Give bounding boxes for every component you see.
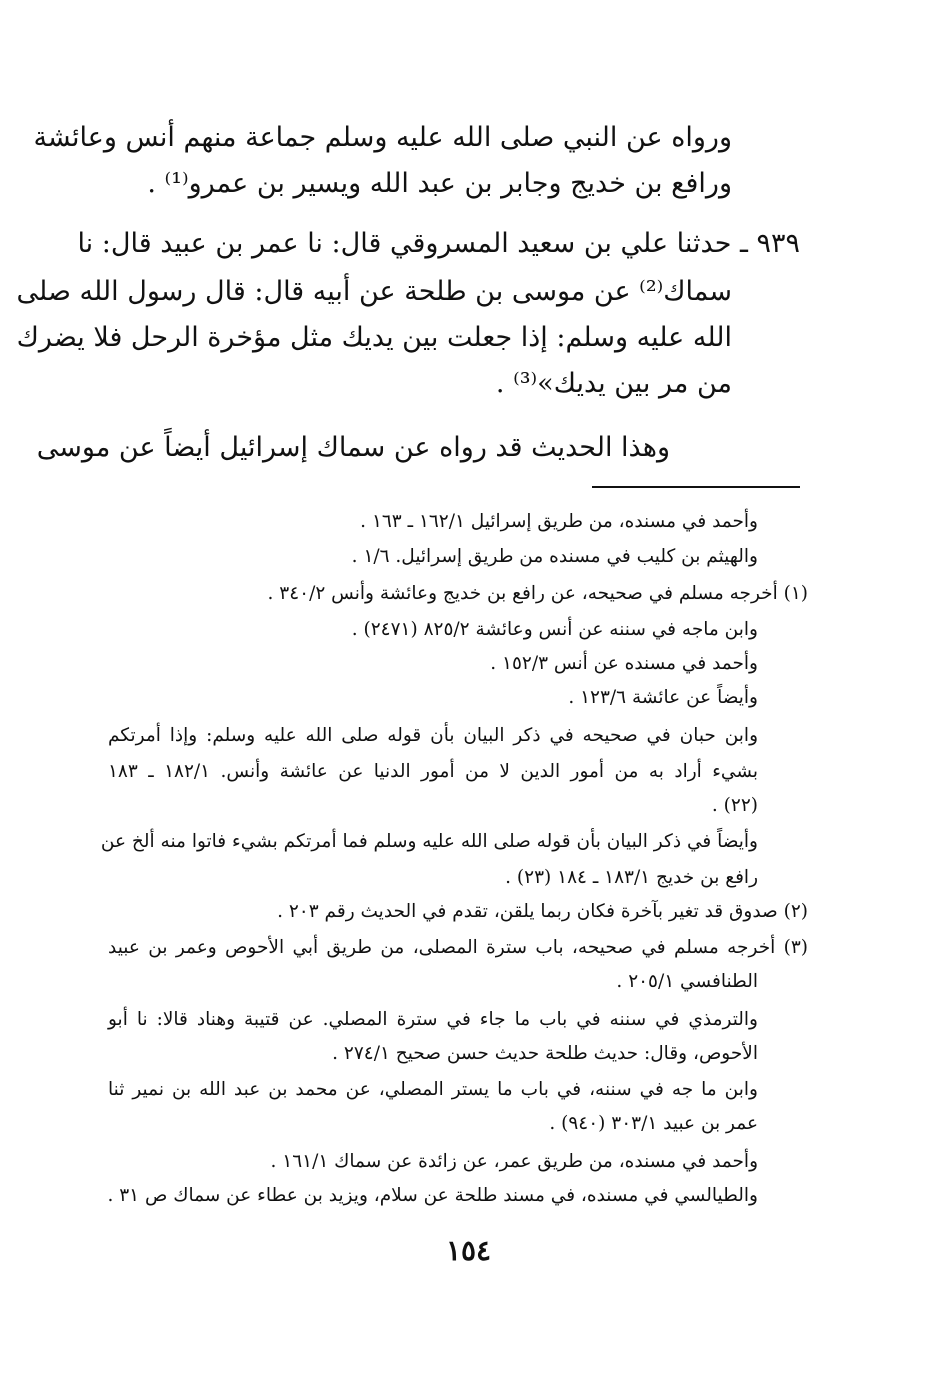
footnote-line: الطنافسي ٢٠٥/١ . bbox=[616, 971, 758, 992]
hadith-939-line: ٩٣٩ ـ حدثنا علي بن سعيد المسروقي قال: نا عمر بن عبيد قال: نا bbox=[77, 228, 800, 259]
footnote-line: الأحوص، وقال: حديث طلحة حديث حسن صحيح ٢٧٤/١ . bbox=[332, 1043, 758, 1064]
main-text-line: وهذا الحديث قد رواه عن سماك إسرائيل أيضاً عن موسى bbox=[36, 432, 670, 463]
footnote-line: وابن ماجه في سننه عن أنس وعائشة ٨٢٥/٢ (٢٤٧١) . bbox=[351, 619, 758, 640]
main-text-line: ورافع بن خديج وجابر بن عبد الله ويسير بن عمرو⁽¹⁾ . bbox=[147, 168, 732, 199]
page-number: ١٥٤ bbox=[445, 1234, 492, 1267]
footnote-3: (٣) أخرجه مسلم في صحيحه، باب سترة المصلى، من طريق أبي الأحوص وعمر بن عبيد bbox=[108, 937, 808, 958]
footnote-line: وابن ما جه في سننه، في باب ما يستر المصلي، عن محمد بن عبد الله بن نمير ثنا bbox=[108, 1079, 758, 1100]
footnote-line: وابن حبان في صحيحه في ذكر البيان بأن قوله صلى الله عليه وسلم: وإذا أمرتكم bbox=[108, 725, 758, 746]
main-text-line: الله عليه وسلم: إذا جعلت بين يديك مثل مؤخرة الرحل فلا يضرك bbox=[16, 322, 732, 353]
footnote-1: (١) أخرجه مسلم في صحيحه، عن رافع بن خديج وعائشة وأنس ٣٤٠/٢ . bbox=[267, 583, 808, 604]
footnote-line: وأحمد في مسنده، من طريق إسرائيل ١٦٢/١ ـ ١٦٣ . bbox=[360, 511, 758, 532]
main-text-line: سماك⁽²⁾ عن موسى بن طلحة عن أبيه قال: قال رسول الله صلى bbox=[16, 276, 732, 307]
footnote-line: عمر بن عبيد ٣٠٣/١ (٩٤٠) . bbox=[549, 1113, 758, 1134]
footnote-line: رافع بن خديج ١٨٣/١ ـ ١٨٤ (٢٣) . bbox=[505, 867, 758, 888]
main-text-line: ورواه عن النبي صلى الله عليه وسلم جماعة منهم أنس وعائشة bbox=[33, 122, 732, 153]
footnote-separator bbox=[592, 486, 800, 488]
footnote-line: بشيء أراد به من أمور الدين لا من أمور الدنيا عن عائشة وأنس. ١٨٢/١ ـ ١٨٣ bbox=[108, 761, 758, 782]
footnote-line: والهيثم بن كليب في مسنده من طريق إسرائيل. ١/٦ . bbox=[351, 546, 758, 567]
main-text-line: من مر بين يديك»⁽³⁾ . bbox=[495, 368, 732, 399]
footnote-line: (٢٢) . bbox=[711, 795, 758, 816]
footnote-line: وأحمد في مسنده عن أنس ١٥٢/٣ . bbox=[490, 653, 758, 674]
footnote-line: والترمذي في سننه في باب ما جاء في سترة المصلي. عن قتيبة وهناد قالا: نا أبو bbox=[108, 1009, 758, 1030]
footnote-line: وأيضاً في ذكر البيان بأن قوله صلى الله عليه وسلم فما أمرتكم بشيء فاتوا منه ألخ عن bbox=[100, 831, 758, 852]
footnote-line: وأحمد في مسنده، من طريق عمر، عن زائدة عن سماك ١٦١/١ . bbox=[270, 1151, 758, 1172]
footnote-2: (٢) صدوق قد تغير بآخرة فكان ربما يلقن، تقدم في الحديث رقم ٢٠٣ . bbox=[277, 901, 808, 922]
footnote-line: والطيالسي في مسنده، في مسند طلحة عن سلام، ويزيد بن عطاء عن سماك ص ٣١ . bbox=[107, 1185, 758, 1206]
footnote-line: وأيضاً عن عائشة ١٢٣/٦ . bbox=[568, 687, 758, 708]
